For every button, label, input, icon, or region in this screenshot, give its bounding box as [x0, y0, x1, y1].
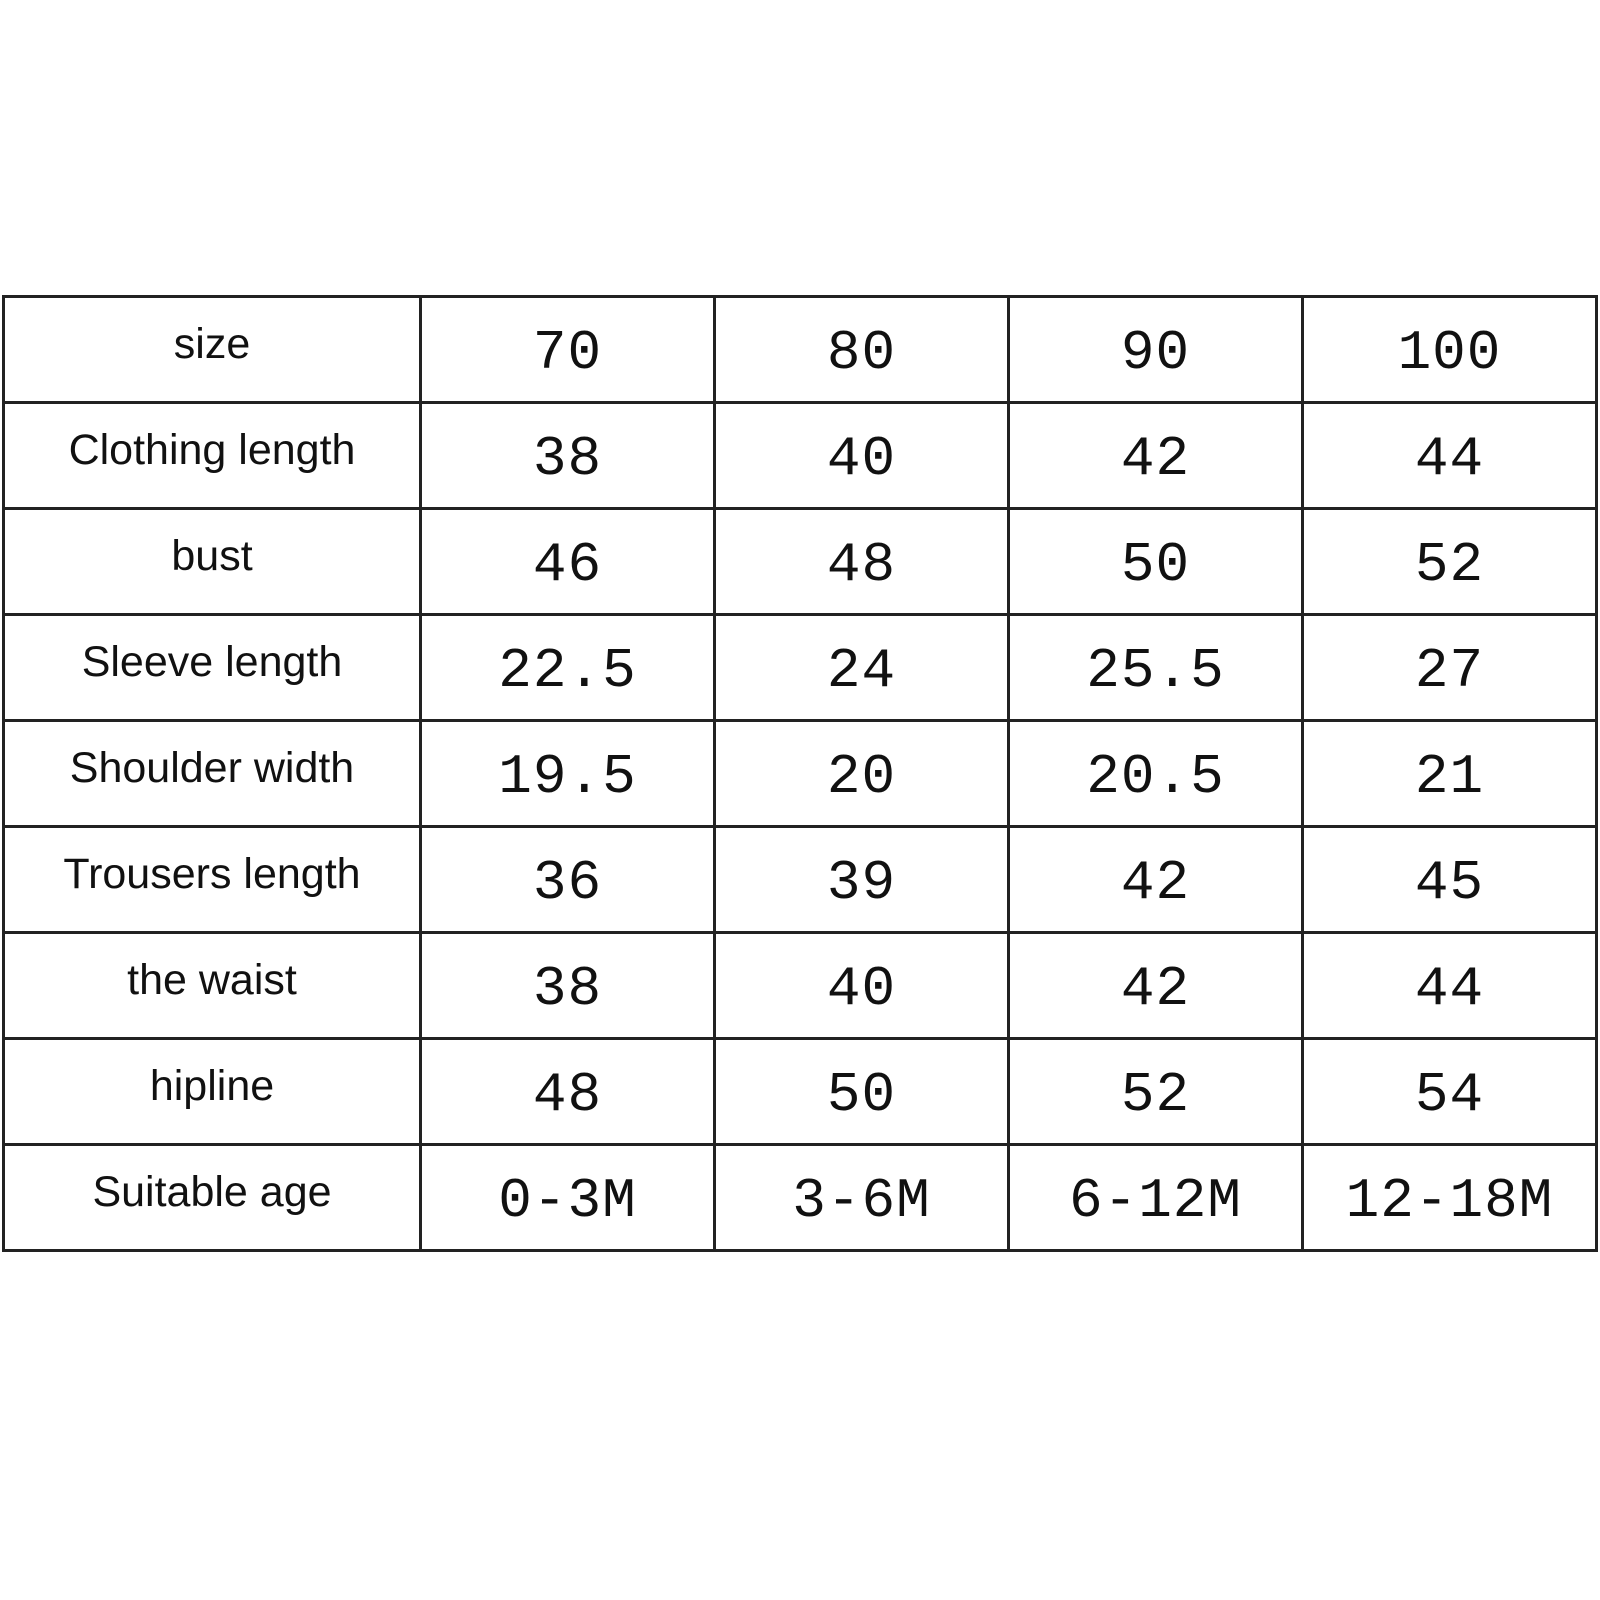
table-cell: 80	[715, 297, 1009, 403]
table-cell: 21	[1303, 721, 1597, 827]
table-row-clothing-length	[4, 403, 1597, 509]
table-cell: 48	[421, 1039, 715, 1145]
table-cell: 40	[715, 403, 1009, 509]
table-cell: 22.5	[421, 615, 715, 721]
table-cell: 6-12M	[1009, 1145, 1303, 1251]
table-cell: 39	[715, 827, 1009, 933]
table-cell: 42	[1009, 827, 1303, 933]
row-label: Clothing length	[4, 403, 421, 509]
table-cell: 48	[715, 509, 1009, 615]
row-label: Sleeve length	[4, 615, 421, 721]
table-row-bust	[4, 509, 1597, 615]
table-row-shoulder-width	[4, 721, 1597, 827]
table-row-hipline	[4, 1039, 1597, 1145]
table-cell: 45	[1303, 827, 1597, 933]
table-row-trousers-length	[4, 827, 1597, 933]
table-cell: 42	[1009, 403, 1303, 509]
table-cell: 100	[1303, 297, 1597, 403]
table-cell: 40	[715, 933, 1009, 1039]
table-cell: 0-3M	[421, 1145, 715, 1251]
table-cell: 54	[1303, 1039, 1597, 1145]
table-cell: 38	[421, 403, 715, 509]
table-cell: 20.5	[1009, 721, 1303, 827]
table-cell: 19.5	[421, 721, 715, 827]
row-label: Shoulder width	[4, 721, 421, 827]
table-cell: 50	[715, 1039, 1009, 1145]
table-cell: 90	[1009, 297, 1303, 403]
row-label: the waist	[4, 933, 421, 1039]
table-cell: 38	[421, 933, 715, 1039]
row-label: bust	[4, 509, 421, 615]
row-label: size	[4, 297, 421, 403]
table-cell: 42	[1009, 933, 1303, 1039]
table-cell: 3-6M	[715, 1145, 1009, 1251]
row-label: Trousers length	[4, 827, 421, 933]
row-label: Suitable age	[4, 1145, 421, 1251]
table-cell: 46	[421, 509, 715, 615]
size-chart-table	[2, 295, 1598, 1252]
table-cell: 24	[715, 615, 1009, 721]
table-row-waist	[4, 933, 1597, 1039]
row-label: hipline	[4, 1039, 421, 1145]
table-cell: 12-18M	[1303, 1145, 1597, 1251]
table-cell: 70	[421, 297, 715, 403]
table-row-sleeve-length	[4, 615, 1597, 721]
table-cell: 36	[421, 827, 715, 933]
table-cell: 52	[1303, 509, 1597, 615]
table-cell: 44	[1303, 403, 1597, 509]
table-cell: 27	[1303, 615, 1597, 721]
table-row-suitable-age	[4, 1145, 1597, 1251]
table-row-size	[4, 297, 1597, 403]
table-cell: 50	[1009, 509, 1303, 615]
table-cell: 52	[1009, 1039, 1303, 1145]
table-cell: 25.5	[1009, 615, 1303, 721]
table-cell: 44	[1303, 933, 1597, 1039]
table-cell: 20	[715, 721, 1009, 827]
